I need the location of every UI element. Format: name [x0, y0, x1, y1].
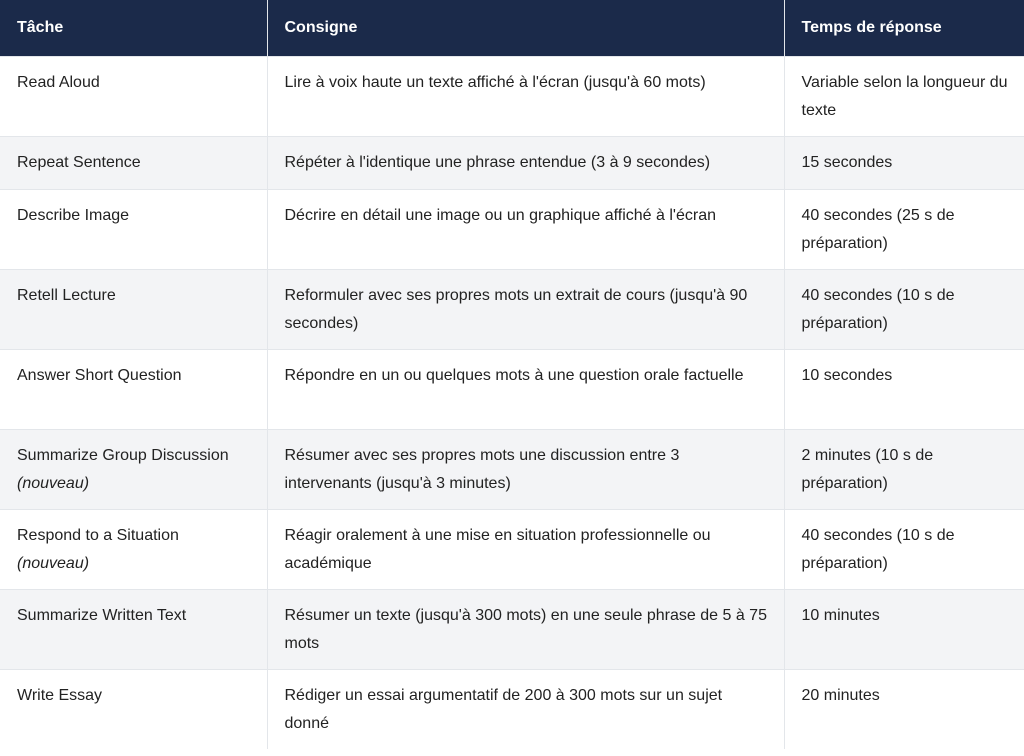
- table-body: [0, 56, 1024, 749]
- task-name: Read Aloud: [17, 73, 100, 91]
- table-row: [0, 509, 1024, 589]
- header-instruction: Consigne: [267, 0, 784, 56]
- instruction-cell: Décrire en détail une image ou un graphique affiché à l'écran: [267, 189, 784, 269]
- task-name: Retell Lecture: [17, 286, 116, 304]
- instruction-cell: Lire à voix haute un texte affiché à l'écran (jusqu'à 60 mots): [267, 56, 784, 136]
- table-row: [0, 669, 1024, 749]
- instruction-cell: Reformuler avec ses propres mots un extrait de cours (jusqu'à 90 secondes): [267, 269, 784, 349]
- instruction-cell: Résumer un texte (jusqu'à 300 mots) en une seule phrase de 5 à 75 mots: [267, 589, 784, 669]
- instruction-cell: Rédiger un essai argumentatif de 200 à 300 mots sur un sujet donné: [267, 669, 784, 749]
- header-task: Tâche: [0, 0, 267, 56]
- task-cell: [0, 349, 267, 429]
- task-cell: [0, 589, 267, 669]
- task-name: Summarize Group Discussion: [17, 446, 229, 464]
- time-cell: 10 secondes: [784, 349, 1024, 429]
- table-row: [0, 429, 1024, 509]
- time-cell: 40 secondes (10 s de préparation): [784, 509, 1024, 589]
- task-name: Summarize Written Text: [17, 606, 187, 624]
- task-name: Answer Short Question: [17, 366, 182, 384]
- task-cell: [0, 509, 267, 589]
- time-cell: 10 minutes: [784, 589, 1024, 669]
- time-cell: 15 secondes: [784, 136, 1024, 189]
- time-cell: 2 minutes (10 s de préparation): [784, 429, 1024, 509]
- time-cell: 40 secondes (10 s de préparation): [784, 269, 1024, 349]
- table-row: [0, 589, 1024, 669]
- task-cell: [0, 669, 267, 749]
- new-badge: (nouveau): [17, 474, 90, 492]
- task-cell: [0, 189, 267, 269]
- instruction-cell: Répondre en un ou quelques mots à une question orale factuelle: [267, 349, 784, 429]
- task-cell: [0, 136, 267, 189]
- task-cell: [0, 56, 267, 136]
- table-header: [0, 0, 1024, 56]
- task-cell: [0, 269, 267, 349]
- time-cell: 40 secondes (25 s de préparation): [784, 189, 1024, 269]
- instruction-cell: Réagir oralement à une mise en situation professionnelle ou académique: [267, 509, 784, 589]
- instruction-cell: Répéter à l'identique une phrase entendue (3 à 9 secondes): [267, 136, 784, 189]
- table-row: [0, 136, 1024, 189]
- table-row: [0, 56, 1024, 136]
- table-row: [0, 349, 1024, 429]
- header-row: [0, 0, 1024, 56]
- time-cell: Variable selon la longueur du texte: [784, 56, 1024, 136]
- task-cell: [0, 429, 267, 509]
- instruction-cell: Résumer avec ses propres mots une discussion entre 3 intervenants (jusqu'à 3 minutes): [267, 429, 784, 509]
- header-response-time: Temps de réponse: [784, 0, 1024, 56]
- task-name: Repeat Sentence: [17, 153, 141, 171]
- task-name: Describe Image: [17, 206, 130, 224]
- new-badge: (nouveau): [17, 554, 90, 572]
- time-cell: 20 minutes: [784, 669, 1024, 749]
- task-name: Write Essay: [17, 686, 103, 704]
- table-row: [0, 269, 1024, 349]
- task-name: Respond to a Situation: [17, 526, 179, 544]
- table-row: [0, 189, 1024, 269]
